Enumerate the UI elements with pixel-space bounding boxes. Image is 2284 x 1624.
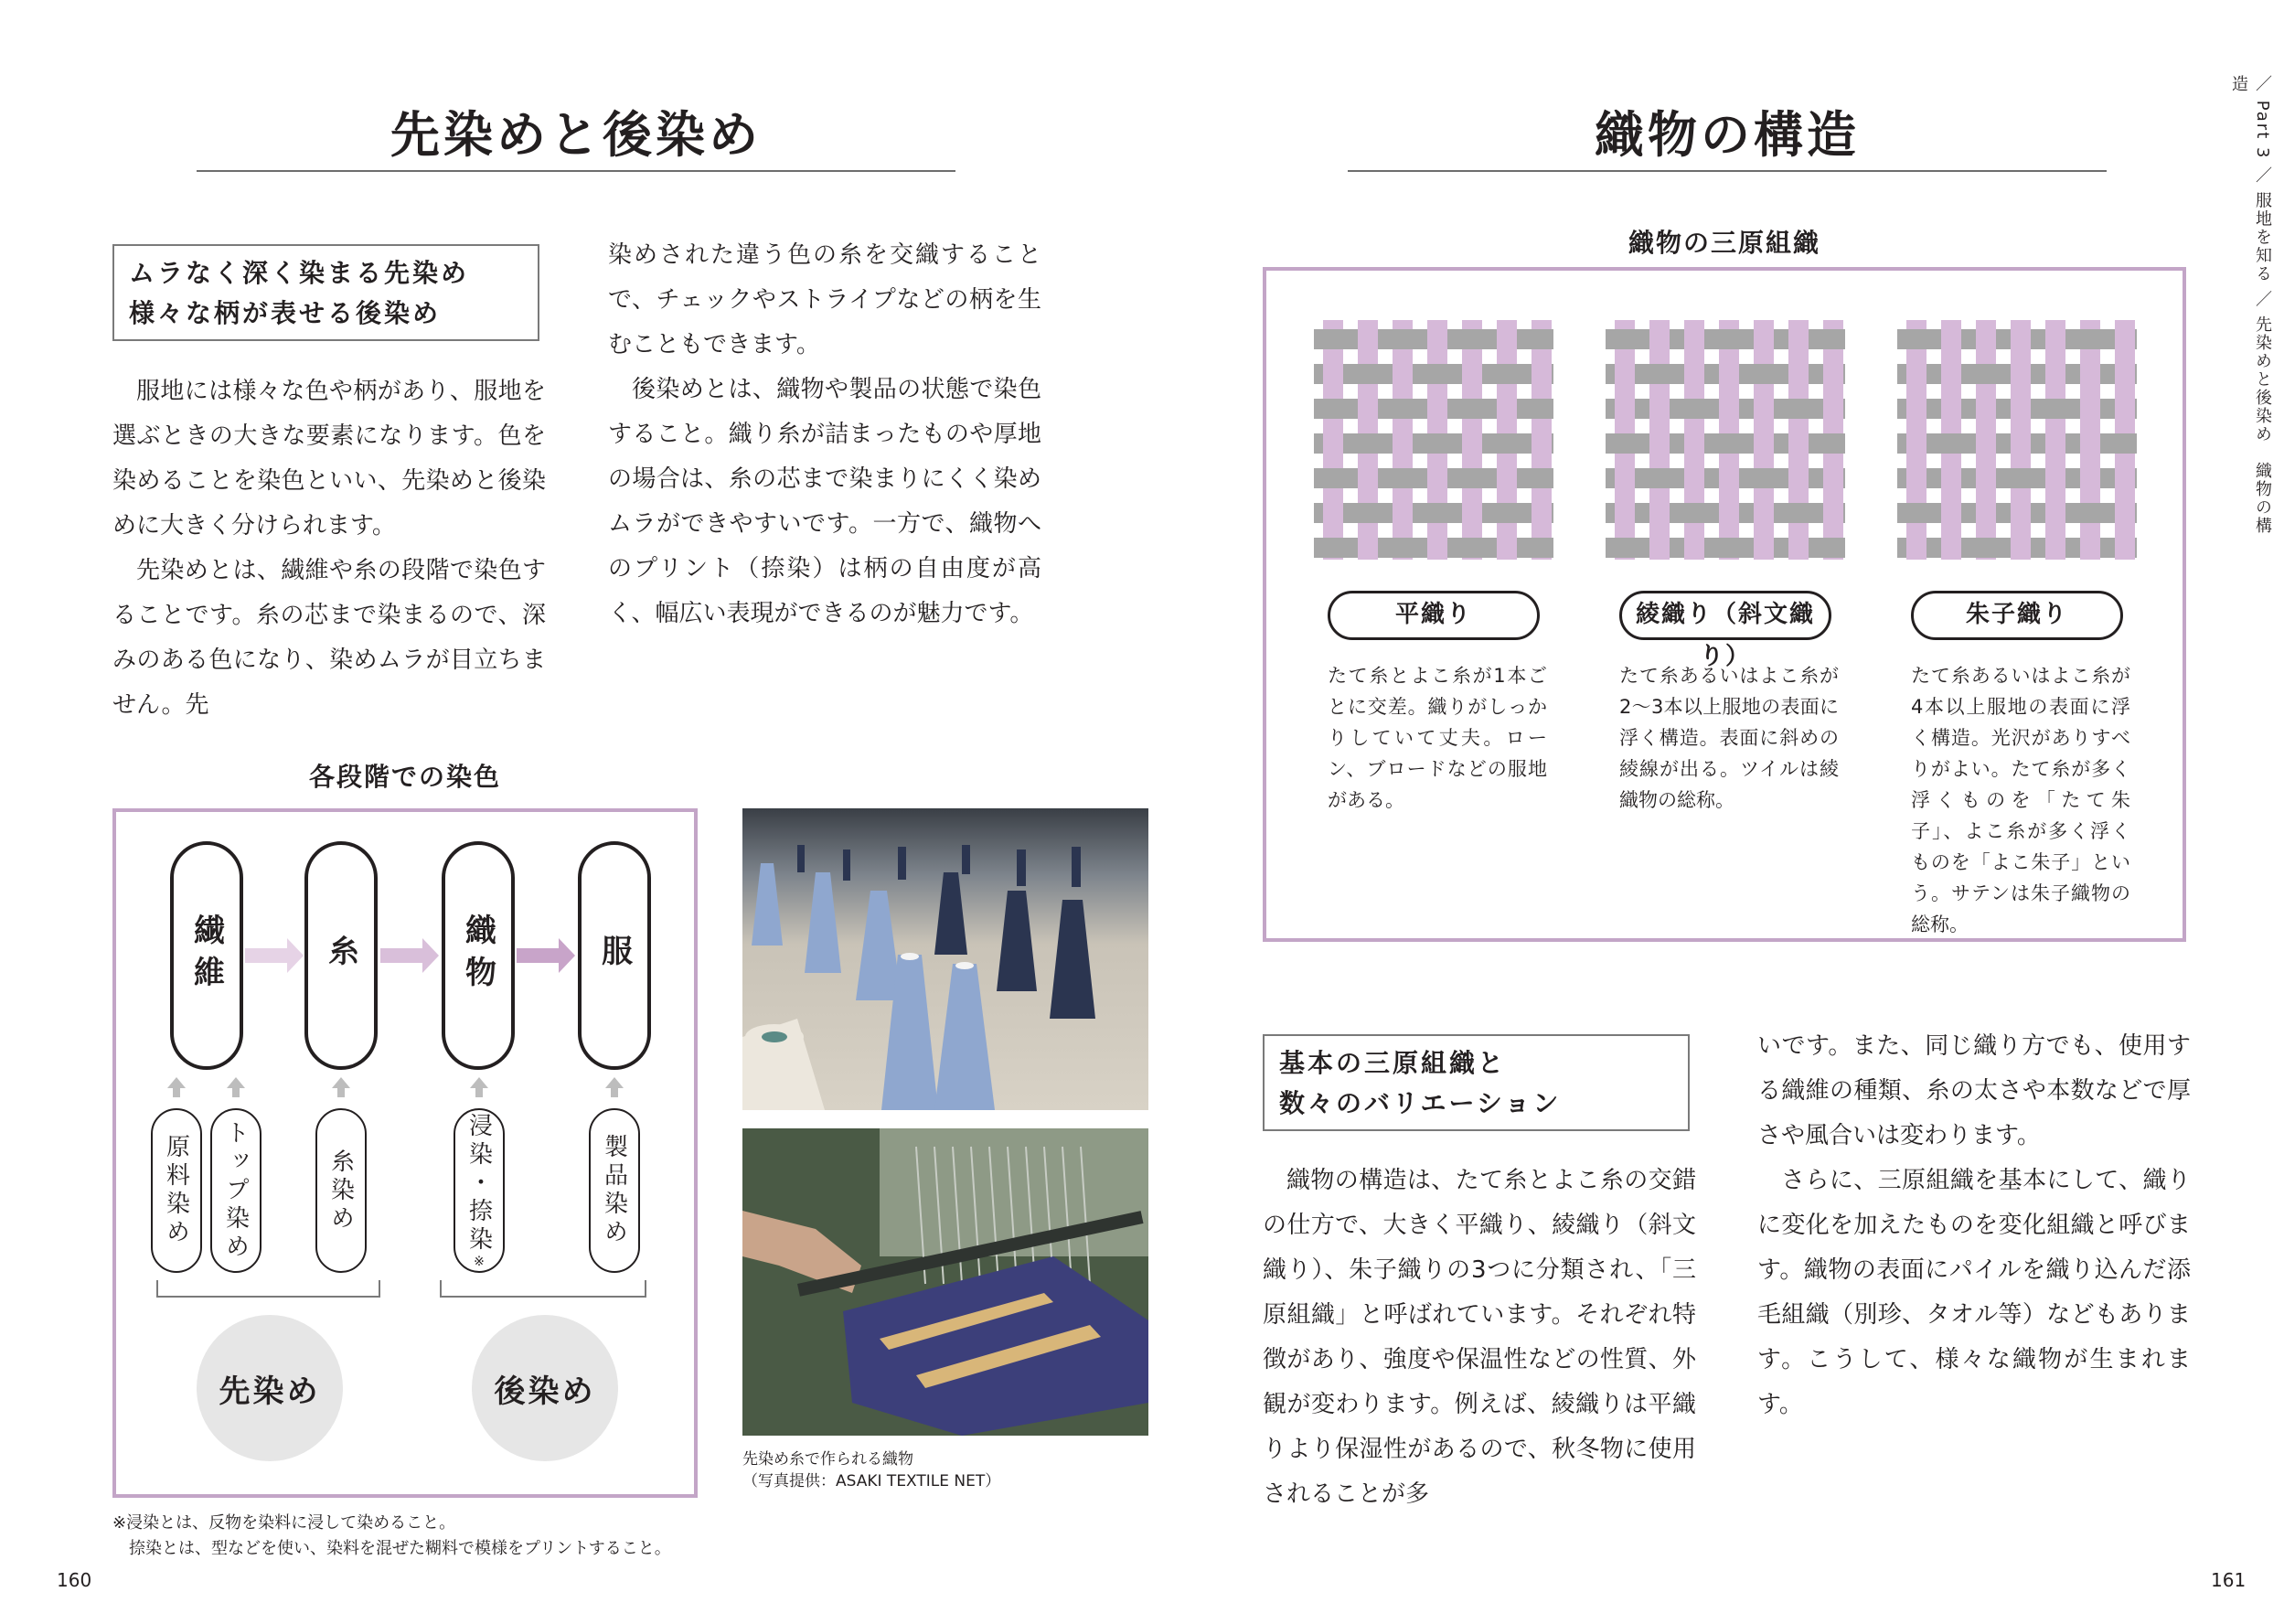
right-subheading xyxy=(1263,1034,1690,1131)
left-col1-paragraph-1: 服地には様々な色や柄があり、服地を選ぶときの大きな要素になります。色を染めることを染色といい、先染めと後染めに大きく分けられます。 xyxy=(112,378,546,540)
right-col2-paragraph-1: いです。また、同じ織り方でも、使用する織維の種類、糸の太さや本数などで厚さや風合いは変わります。 xyxy=(1757,1032,2191,1149)
page-number-left: 160 xyxy=(57,1569,92,1591)
weave-desc-satin: たて糸あるいはよこ糸が4本以上服地の表面に浮く構造。光沢がありすべりがよい。たて糸が多く浮くものを「たて朱子」、よこ糸が多く浮くものを「よこ朱子」という。サテンは朱子織物の総称。 xyxy=(1911,665,2130,935)
right-body-column-2 xyxy=(1757,1024,2191,1427)
weave-label-plain: 平織り xyxy=(1328,591,1540,640)
arrow-yarn-to-fabric xyxy=(380,938,439,973)
plain-weave-pattern xyxy=(1314,320,1553,560)
right-subheading-line-2: 数々のバリエーション xyxy=(1279,1088,1562,1118)
satin-weave-pattern xyxy=(1897,320,2137,560)
bracket-post-dyeing xyxy=(441,1280,646,1297)
weave-label-twill: 綾織り（斜文織り） xyxy=(1619,591,1831,640)
twill-weave-pattern xyxy=(1606,320,1845,560)
photo-yarn-cones xyxy=(742,808,1148,1110)
method-raw-material-dyeing-label: 原料染め xyxy=(162,1134,190,1247)
photo-caption-line-1: 先染め糸で作られる織物 xyxy=(742,1450,913,1469)
method-yarn-dyeing-label: 糸染め xyxy=(326,1148,355,1234)
left-footnote xyxy=(112,1511,935,1562)
left-body-column-1 xyxy=(112,369,546,728)
stage-garment-label: 服 xyxy=(595,935,633,977)
left-col2-paragraph-1: 染めされた違う色の糸を交織することで、チェックやストライプなどの柄を生むこともできます。 xyxy=(608,241,1041,358)
stage-yarn-label: 糸 xyxy=(322,935,359,977)
weaving-loom-illustration xyxy=(742,1128,1148,1436)
method-garment-dyeing xyxy=(589,1108,640,1273)
right-col2-paragraph-2: さらに、三原組織を基本にして、織りに変化を加えたものを変化組織と呼びます。織物の表面にパイルを織り込んだ添毛組織（別珍、タオル等）などもあります。こうして、様々な織物が生まれます。 xyxy=(1757,1167,2191,1418)
footnote-line-2: 捺染とは、型などを使い、染料を混ぜた糊料で模様をプリントすること。 xyxy=(129,1539,671,1558)
right-title-rule xyxy=(1348,170,2107,172)
up-arrow-5 xyxy=(605,1077,624,1097)
up-arrow-1 xyxy=(167,1077,186,1097)
page-number-right: 161 xyxy=(2211,1569,2247,1591)
method-garment-dyeing-label: 製品染め xyxy=(600,1134,628,1247)
up-arrow-4 xyxy=(470,1077,488,1097)
left-col1-paragraph-2: 先染めとは、繊維や糸の段階で染色することです。糸の芯まで染まるので、深みのある色になり、染めムラが目立ちません。先 xyxy=(112,557,546,719)
method-top-dyeing-label: トップ染め xyxy=(221,1119,250,1262)
up-arrow-2 xyxy=(227,1077,245,1097)
weave-desc-twill: たて糸あるいはよこ糸が2～3本以上服地の表面に浮く構造。表面に斜めの綾線が出る。ツイルは綾織物の総称。 xyxy=(1619,665,1839,811)
bracket-pre-dyeing xyxy=(157,1280,379,1297)
arrow-fabric-to-garment xyxy=(517,938,575,973)
yarn-cones-illustration xyxy=(742,808,1148,1110)
photo-weaving-loom xyxy=(742,1128,1148,1436)
method-top-dyeing xyxy=(210,1108,261,1273)
stage-flow-arrows xyxy=(243,933,582,978)
left-body-column-2 xyxy=(608,233,1041,636)
right-col1-paragraph-1: 織物の構造は、たて糸とよこ糸の交錯の仕方で、大きく平織り、綾織り（斜文織り）、朱子織りの3つに分類され、「三原組織」と呼ばれています。それぞれ特徴があり、強度や保温性などの性質、外観が変わります。例えば、綾織りは平織りより保湿性があるので、秋冬物に使用されることが多 xyxy=(1263,1167,1696,1508)
right-body-column-1 xyxy=(1263,1159,1696,1517)
stage-garment xyxy=(578,841,651,1070)
satin-weave-swatch xyxy=(1897,320,2137,560)
method-raw-material-dyeing xyxy=(151,1108,202,1273)
weave-desc-plain: たて糸とよこ糸が1本ごとに交差。織りがしっかりしていて丈夫。ローン、ブロードなどの服地がある。 xyxy=(1328,665,1547,811)
dyeing-diagram-caption: 各段階での染色 xyxy=(308,762,501,792)
method-dip-print-dyeing-label: 浸染・捺染 xyxy=(464,1112,493,1255)
photo-caption-line-2: （写真提供：ASAKI TEXTILE NET） xyxy=(742,1472,1001,1490)
group-brackets xyxy=(155,1278,649,1300)
left-col2-paragraph-2: 後染めとは、織物や製品の状態で染色すること。織り糸が詰まったものや厚地の場合は、糸の芯まで染まりにくく染めムラができやすいです。一方で、織物へのプリント（捺染）は柄の自由度が高く、幅広い表現ができるのが魅力です。 xyxy=(608,376,1041,627)
right-subheading-line-1: 基本の三原組織と xyxy=(1279,1048,1507,1078)
method-dip-print-dyeing xyxy=(454,1108,505,1273)
left-title-rule xyxy=(197,170,955,172)
left-page-title: 先染めと後染め xyxy=(390,106,762,164)
right-page-title: 織物の構造 xyxy=(1595,106,1860,164)
footnote-line-1: ※浸染とは、反物を染料に浸して染めること。 xyxy=(112,1513,456,1533)
weave-label-satin: 朱子織り xyxy=(1911,591,2123,640)
weave-diagram-caption: 織物の三原組織 xyxy=(1628,228,1820,258)
up-arrow-3 xyxy=(332,1077,350,1097)
photo-caption xyxy=(742,1448,1148,1492)
left-subheading-line-1: ムラなく深く染まる先染め xyxy=(129,258,470,288)
stage-fiber xyxy=(170,841,243,1070)
side-running-head: ／ Part 3 ／ 服地を知る ／ 先染めと後染め 織物の構造 xyxy=(2229,75,2272,536)
plain-weave-swatch xyxy=(1314,320,1553,560)
stage-fiber-label: 繊維 xyxy=(187,914,225,998)
left-subheading-line-2: 様々な柄が表せる後染め xyxy=(129,298,442,328)
group-pre-dyeing: 先染め xyxy=(197,1315,343,1461)
group-post-dyeing: 後染め xyxy=(472,1315,618,1461)
stage-fabric-label: 織物 xyxy=(459,914,496,998)
method-yarn-dyeing xyxy=(315,1108,367,1273)
arrow-fiber-to-yarn xyxy=(245,938,304,973)
twill-weave-swatch xyxy=(1606,320,1845,560)
method-note-mark: ※ xyxy=(474,1254,485,1269)
left-subheading xyxy=(112,244,539,341)
